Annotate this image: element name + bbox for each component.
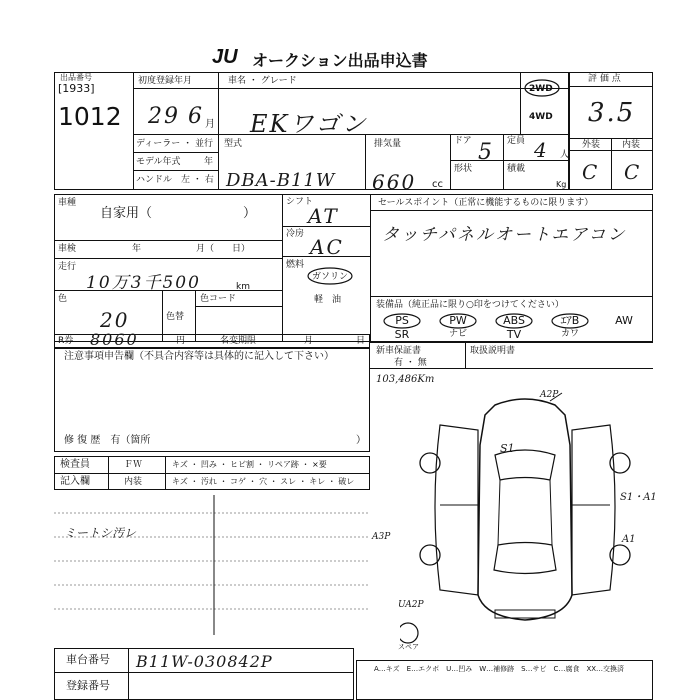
- lot-code: [1933]: [58, 82, 95, 95]
- recycle-unit: 円: [176, 336, 186, 346]
- fuel-gas-circle: [305, 266, 355, 286]
- inspector-label: 検査員: [60, 459, 90, 470]
- interior-score: C: [624, 160, 642, 184]
- inspection-label: 車検: [58, 244, 77, 254]
- type-value: DBA-B11W: [226, 170, 336, 191]
- load-label: 積載: [507, 164, 526, 174]
- equip-pw: PW: [449, 314, 467, 327]
- notes-label: 注意事項申告欄（不具合内容等は具体的に記入して下さい）: [64, 351, 334, 362]
- fuel-gas: ガソリン: [312, 272, 349, 282]
- transfer-day: 日: [356, 336, 366, 346]
- mark-s1-a1: S1・A1: [620, 492, 657, 503]
- usage-label: 車種: [58, 198, 77, 208]
- mileage-unit: km: [236, 282, 250, 292]
- writing-lines: [54, 495, 374, 635]
- displacement-label: 排気量: [374, 139, 402, 149]
- drive-2wd-circle: [522, 78, 562, 98]
- mileage-label: 走行: [58, 262, 77, 272]
- chassis-value: B11W-030842P: [136, 652, 273, 671]
- car-name-value: EKワゴン: [250, 110, 368, 138]
- door-value: 5: [478, 140, 494, 165]
- mark-ua2p: UA2P: [398, 600, 424, 610]
- inspector-fw: ＦＷ: [124, 460, 143, 470]
- usage-value: 自家用（ ）: [100, 206, 257, 221]
- sales-point-value: タッチパネルオートエアコン: [382, 225, 627, 245]
- aircon-value: AC: [310, 235, 344, 259]
- mark-spare: スペア: [398, 643, 419, 651]
- first-reg-month: 6: [188, 104, 204, 129]
- capacity-value: 4: [534, 138, 549, 162]
- mileage-value: 10万3千500: [86, 273, 201, 293]
- entry-label: 記入欄: [60, 476, 90, 487]
- interior-label: 内装: [622, 140, 641, 150]
- equip-leather: カワ: [560, 329, 579, 339]
- lot-number: 1012: [58, 102, 122, 131]
- mark-a2p-top: A2P: [540, 390, 559, 400]
- first-reg-month-unit: 月: [205, 119, 215, 130]
- transfer-month: 月: [304, 336, 314, 346]
- first-reg-year: 29: [148, 104, 180, 129]
- displacement-unit: cc: [432, 179, 443, 190]
- equip-sr: SR: [394, 328, 410, 341]
- lot-label: 出品番号: [60, 73, 92, 82]
- shift-value: AT: [308, 204, 339, 228]
- chassis-label: 車台番号: [66, 653, 110, 666]
- equip-aw: AW: [615, 314, 633, 327]
- equip-navi: ナビ: [448, 329, 467, 339]
- registration-label: 登録番号: [66, 679, 110, 692]
- warranty-label: 新車保証書: [376, 346, 422, 356]
- score-label: 評 価 点: [588, 74, 621, 84]
- load-unit: Kg: [556, 180, 567, 189]
- first-reg-label: 初度登録年月: [138, 76, 193, 86]
- damage-legend: A…キズ E…エクボ U…凹み W…補修跡 S…サビ C…腐食 XX…交換済: [374, 665, 625, 673]
- fuel-label: 燃料: [286, 260, 305, 270]
- form-title: オークション出品申込書: [252, 51, 428, 70]
- color-value: 20: [100, 308, 130, 332]
- shape-label: 形状: [454, 164, 473, 174]
- car-name-label: 車名 ・ グレード: [228, 76, 297, 86]
- exterior-score: C: [582, 160, 600, 184]
- warranty-value: 有 ・ 無: [394, 358, 427, 368]
- mark-s1: S1: [500, 442, 515, 455]
- color-label: 色: [58, 294, 68, 304]
- aircon-label: 冷房: [286, 229, 305, 239]
- odometer-note: 103,486Km: [376, 374, 435, 385]
- score-value: 3.5: [588, 98, 636, 128]
- auction-logo: JU: [212, 46, 238, 68]
- type-label: 型式: [224, 139, 243, 149]
- transfer-label: 名変期限: [220, 336, 257, 346]
- drive-2wd: 2WD: [529, 84, 553, 94]
- model-year-label: モデル年式: [136, 157, 181, 167]
- handwritten-note: ミートシ汚レ: [64, 526, 137, 540]
- equipment-circles: [376, 312, 596, 330]
- shift-label: シフト: [286, 197, 314, 207]
- inspector-interior: 内装: [124, 477, 143, 487]
- mark-a1: A1: [622, 534, 636, 545]
- car-damage-diagram: [400, 385, 650, 645]
- recycle-label: R券: [58, 336, 74, 346]
- model-year-unit: 年: [204, 157, 214, 167]
- inspection-month-unit: 月（ 日）: [196, 244, 251, 254]
- drive-4wd: 4WD: [529, 112, 553, 122]
- repair-history-close: ）: [356, 435, 366, 446]
- equip-tv: TV: [506, 328, 522, 341]
- equipment-label: 装備品（純正品に限り○印をつけてください）: [376, 300, 564, 310]
- door-label: ドア: [454, 136, 472, 146]
- manual-label: 取扱説明書: [470, 346, 516, 356]
- displacement-value: 660: [372, 170, 417, 194]
- inspector-row1-items: キズ ・ 凹み ・ ヒビ割 ・ リペア跡 ・ ×要: [172, 460, 327, 469]
- capacity-unit: 人: [560, 150, 570, 160]
- handle-label: ハンドル 左 ・ 右: [136, 175, 214, 185]
- sales-point-label: セールスポイント（正常に機能するものに限ります）: [378, 198, 594, 208]
- equip-abs: ABS: [503, 314, 525, 327]
- color-change-label: 色替: [166, 312, 185, 322]
- repair-history-label: 修 復 歴 有（箇所: [64, 435, 151, 446]
- color-code-label: 色コード: [200, 294, 237, 304]
- recycle-value: 8060: [90, 330, 139, 349]
- equip-ps: PS: [395, 314, 409, 327]
- capacity-label: 定員: [507, 136, 526, 146]
- exterior-label: 外装: [582, 140, 601, 150]
- fuel-diesel: 軽 油: [314, 295, 342, 305]
- equip-airbag: ｴｱB: [560, 314, 580, 327]
- mark-a3p: A3P: [372, 532, 391, 542]
- dealer-label: ディーラー ・ 並行: [136, 139, 214, 149]
- inspection-year-unit: 年: [132, 244, 142, 254]
- inspector-row2-items: キズ ・ 汚れ ・ コゲ ・ 穴 ・ スレ ・ キレ ・ 破レ: [172, 477, 355, 486]
